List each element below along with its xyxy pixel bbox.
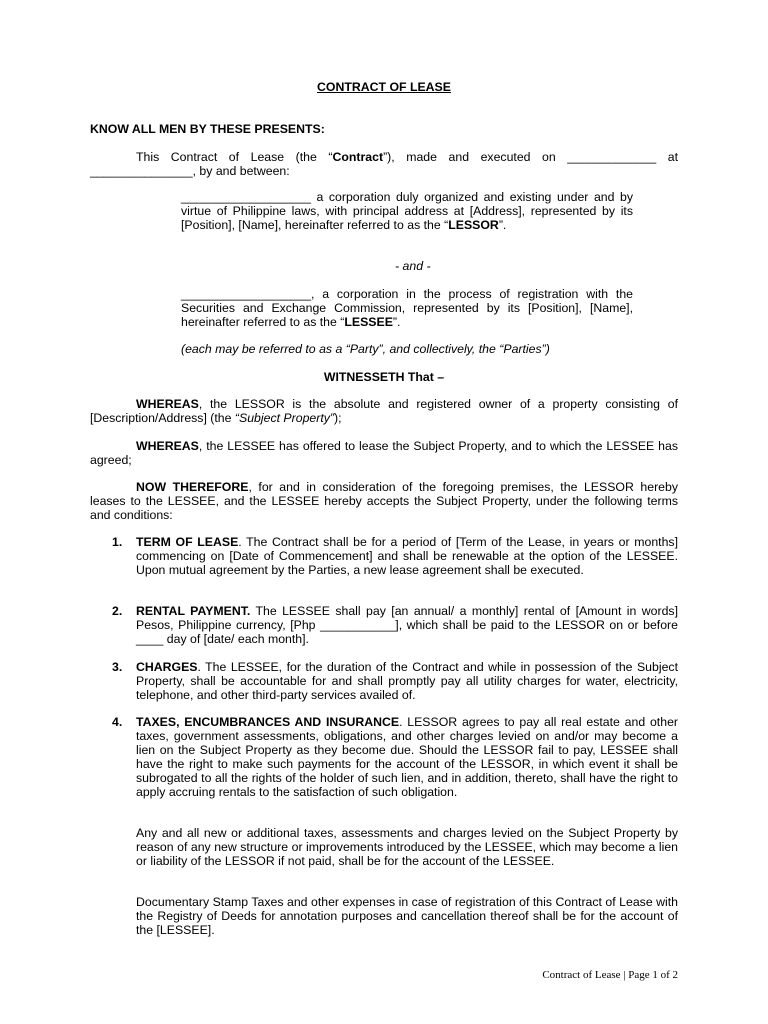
opening-heading: KNOW ALL MEN BY THESE PRESENTS: <box>90 122 325 136</box>
intro-line-1 <box>90 150 678 164</box>
lessor-paragraph <box>181 190 633 232</box>
intro-text-c: ”), made and executed on _____________ at <box>383 150 678 164</box>
item-text <box>136 535 678 577</box>
whereas-2-keyword: WHEREAS <box>136 439 199 453</box>
intro-contract-term: Contract <box>332 150 384 164</box>
item-number: 1. <box>112 535 123 549</box>
item-body: The LESSEE shall pay [an annual/ a monthly] rental of [Amount in words] Pesos, Philippine currency, [Php ___________], which shall be paid to the LESSOR on or before ____ day of [date/ each month]. <box>136 604 678 646</box>
lessee-paragraph <box>181 287 633 329</box>
item-heading: CHARGES <box>136 660 198 674</box>
item-body: . The Contract shall be for a period of [Term of the Lease, in years or months] commencing on [Date of Commencement] and shall be renewable at the option of the LESSEE. Upon mutual agreement by the Parties, a new lease agreement shall be executed. <box>136 535 678 577</box>
lessee-term: LESSEE <box>344 315 393 329</box>
intro-text-a: This Contract of Lease (the “ <box>136 150 333 164</box>
page-footer: Contract of Lease | Page 1 of 2 <box>542 969 678 981</box>
item-number: 4. <box>112 715 123 729</box>
now-therefore-paragraph <box>90 480 678 522</box>
witnesseth-heading: WITNESSETH That – <box>323 370 445 384</box>
item-body: . LESSOR agrees to pay all real estate and other taxes, government assessments, obligations, and other charges levied on and/or may become a lien on the Subject Property as they become due. Should the LESSOR fail to pay, LESSEE shall have the right to make such payments for the account of the LESSOR, in which event it shall be subrogated to all the rights of the holder of such lien, and in addition, thereto, shall have the right to apply accruing rentals to the satisfaction of such obligation. <box>136 715 679 799</box>
lessee-text-end: ”. <box>392 315 401 329</box>
lessor-text-end: ”. <box>498 218 507 232</box>
item-text <box>136 715 678 799</box>
whereas-1-text: , the LESSOR is the absolute and registered owner of a property consisting of [Description/Address] (the <box>90 397 678 425</box>
item-heading: TERM OF LEASE <box>136 535 239 549</box>
now-therefore-keyword: NOW THEREFORE <box>136 480 249 494</box>
now-therefore-text: , for and in consideration of the foregoing premises, the LESSOR hereby leases to the LESSEE, and the LESSEE hereby accepts the Subject Property, under the following terms and conditions: <box>90 480 678 522</box>
whereas-2-text: , the LESSEE has offered to lease the Subject Property, and to which the LESSEE has agreed; <box>90 439 678 467</box>
item-number: 2. <box>112 604 123 618</box>
item-heading: RENTAL PAYMENT. <box>136 604 251 618</box>
item-text <box>136 604 678 646</box>
item-number: 3. <box>112 660 123 674</box>
whereas-1 <box>90 397 678 425</box>
parties-note: (each may be referred to as a “Party”, and collectively, the “Parties”) <box>181 342 550 356</box>
whereas-2 <box>90 439 678 467</box>
item-body: . The LESSEE, for the duration of the Contract and while in possession of the Subject Property, shall be accountable for and shall promptly pay all utility charges for water, electricity, telephone, and other third-party services availed of. <box>136 660 678 702</box>
intro-line-2: _______________, by and between: <box>90 164 290 178</box>
item-4-paragraph-3: Documentary Stamp Taxes and other expenses in case of registration of this Contract of Lease with the Registry of Deeds for annotation purposes and cancellation thereof shall be for the account of the [LESSEE]. <box>136 895 678 937</box>
whereas-1-subject: “Subject Property” <box>234 411 335 425</box>
intro-paragraph <box>90 150 678 178</box>
item-4-paragraph-2: Any and all new or additional taxes, assessments and charges levied on the Subject Property by reason of any new structure or improvements introduced by the LESSEE, which may become a lien or liability of the LESSOR if not paid, shall be for the account of the LESSEE. <box>136 826 678 868</box>
document-title <box>0 80 768 94</box>
item-text <box>136 660 678 702</box>
title-text: CONTRACT OF LEASE <box>317 80 451 94</box>
lessor-text: ___________________ a corporation duly organized and existing under and by virtue of Philippine laws, with principal address at [Address], represented by its [Position], [Name], hereinafter referred to as the “ <box>181 190 633 232</box>
lessor-term: LESSOR <box>448 218 499 232</box>
lessee-text: ___________________, a corporation in the process of registration with the Securities and Exchange Commission, represented by its [Position], [Name], hereinafter referred to as the “ <box>181 287 633 329</box>
whereas-1-keyword: WHEREAS <box>136 397 199 411</box>
and-separator: - and - <box>395 259 431 273</box>
item-heading: TAXES, ENCUMBRANCES AND INSURANCE <box>136 715 400 729</box>
whereas-1-end: ); <box>334 411 342 425</box>
